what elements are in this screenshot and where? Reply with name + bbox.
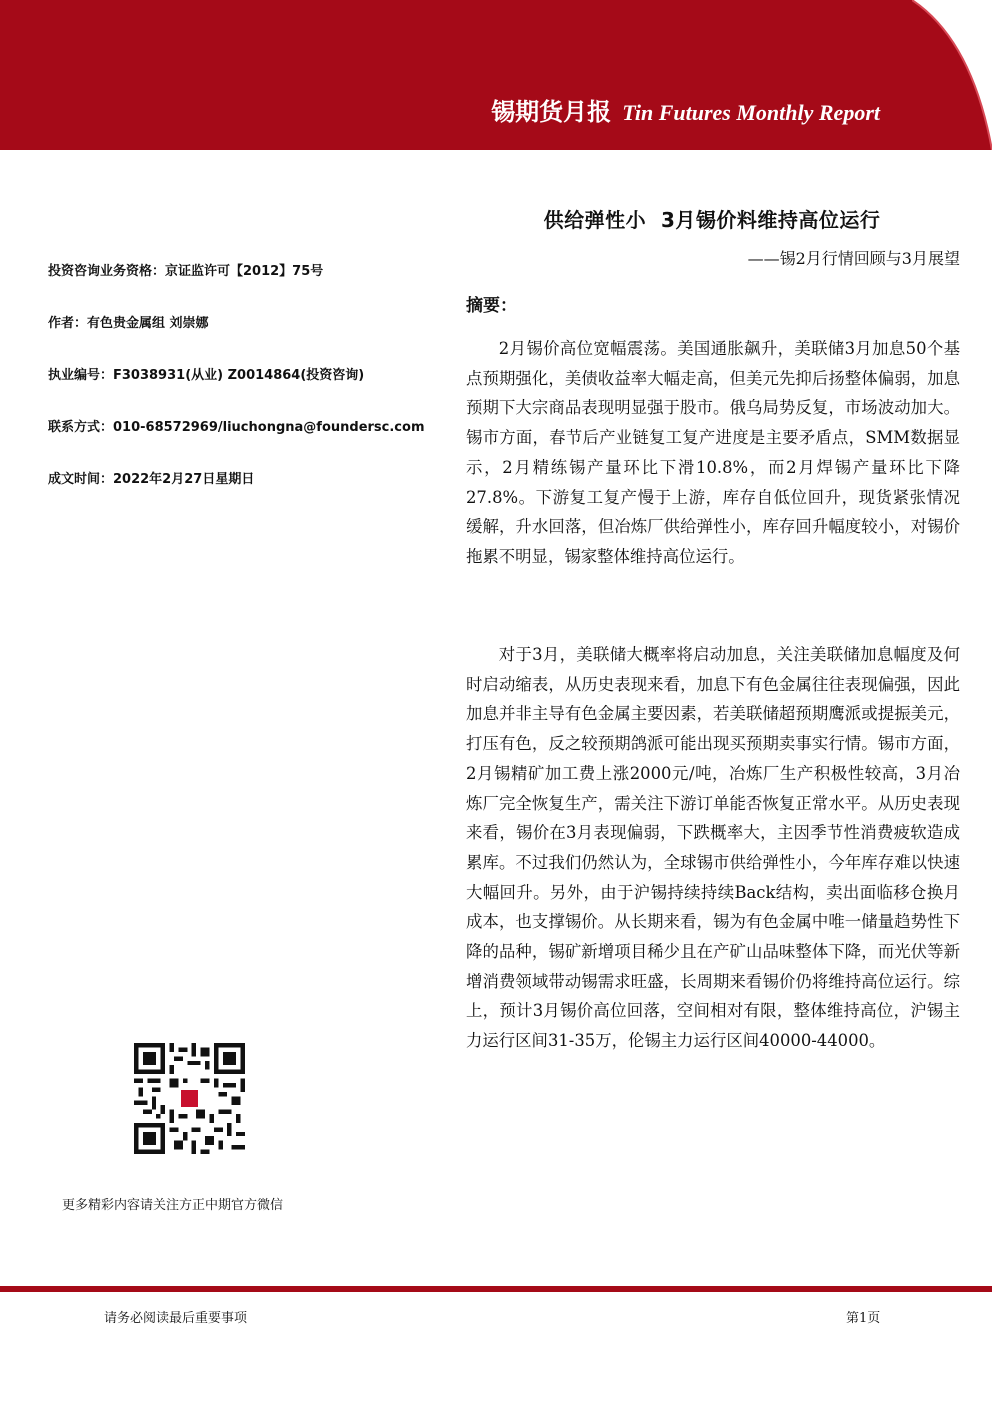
report-title-zh: 锡期货月报 [491, 98, 612, 126]
meta-date: 成文时间：2022年2月27日星期日 [48, 472, 255, 487]
abstract-paragraph-1: 2月锡价高位宽幅震荡。美国通胀飙升，美联储3月加息50个基点预期强化，美债收益率大幅走高，但美元先抑后扬整体偏弱，加息预期下大宗商品表现明显强于股市。俄乌局势反复，市场波动加大。锡市方面，春节后产业链复工复产进度是主要矛盾点，SMM数据显示，2月精练锡产量环比下滑10.8%，而2月焊锡产量环比下降27.8%。下游复工复产慢于上游，库存自低位回升，现货紧张情况缓解，升水回落，但冶炼厂供给弹性小，库存回升幅度较小，对锡价拖累不明显，锡家整体维持高位运行。 [466, 339, 960, 566]
wechat-qr-code [134, 1043, 245, 1154]
article-subtitle: ——锡2月行情回顾与3月展望 [747, 249, 960, 268]
footer-notice: 请务必阅读最后重要事项 [104, 1311, 248, 1326]
meta-contact: 联系方式：010-68572969/liuchongna@foundersc.com [48, 420, 425, 435]
page-number: 第1页 [846, 1311, 881, 1326]
report-title-en: Tin Futures Monthly Report [622, 100, 880, 125]
footer-rule [0, 1286, 992, 1292]
header-corner-curve [912, 0, 992, 150]
meta-license: 执业编号：F3038931(从业) Z0014864(投资咨询) [48, 368, 365, 383]
report-header-title [491, 92, 880, 127]
article-title: 供给弹性小 3月锡价料维持高位运行 [543, 208, 881, 232]
meta-qualification: 投资咨询业务资格：京证监许可【2012】75号 [48, 264, 324, 279]
abstract-paragraph-2: 对于3月，美联储大概率将启动加息，关注美联储加息幅度及何时启动缩表，从历史表现来看，加息下有色金属往往表现偏强，因此加息并非主导有色金属主要因素，若美联储超预期鹰派或提振美元，打压有色，反之较预期鸽派可能出现买预期卖事实行情。锡市方面，2月锡精矿加工费上涨2000元/吨，冶炼厂生产积极性较高，3月冶炼厂完全恢复生产，需关注下游订单能否恢复正常水平。从历史表现来看，锡价在3月表现偏弱，下跌概率大，主因季节性消费疲软造成累库。不过我们仍然认为，全球锡市供给弹性小，今年库存难以快速大幅回升。另外，由于沪锡持续持续Back结构，卖出面临移仓换月成本，也支撑锡价。从长期来看，锡为有色金属中唯一储量趋势性下降的品种，锡矿新增项目稀少且在产矿山品味整体下降，而光伏等新增消费领域带动锡需求旺盛，长周期来看锡价仍将维持高位运行。综上，预计3月锡价高位回落，空间相对有限，整体维持高位，沪锡主力运行区间31-35万，伦锡主力运行区间40000-44000。 [466, 645, 960, 1051]
meta-author: 作者：有色贵金属组 刘崇娜 [48, 316, 209, 331]
abstract-label: 摘要： [466, 296, 517, 316]
qr-caption: 更多精彩内容请关注方正中期官方微信 [62, 1198, 284, 1213]
header-band [0, 0, 992, 150]
